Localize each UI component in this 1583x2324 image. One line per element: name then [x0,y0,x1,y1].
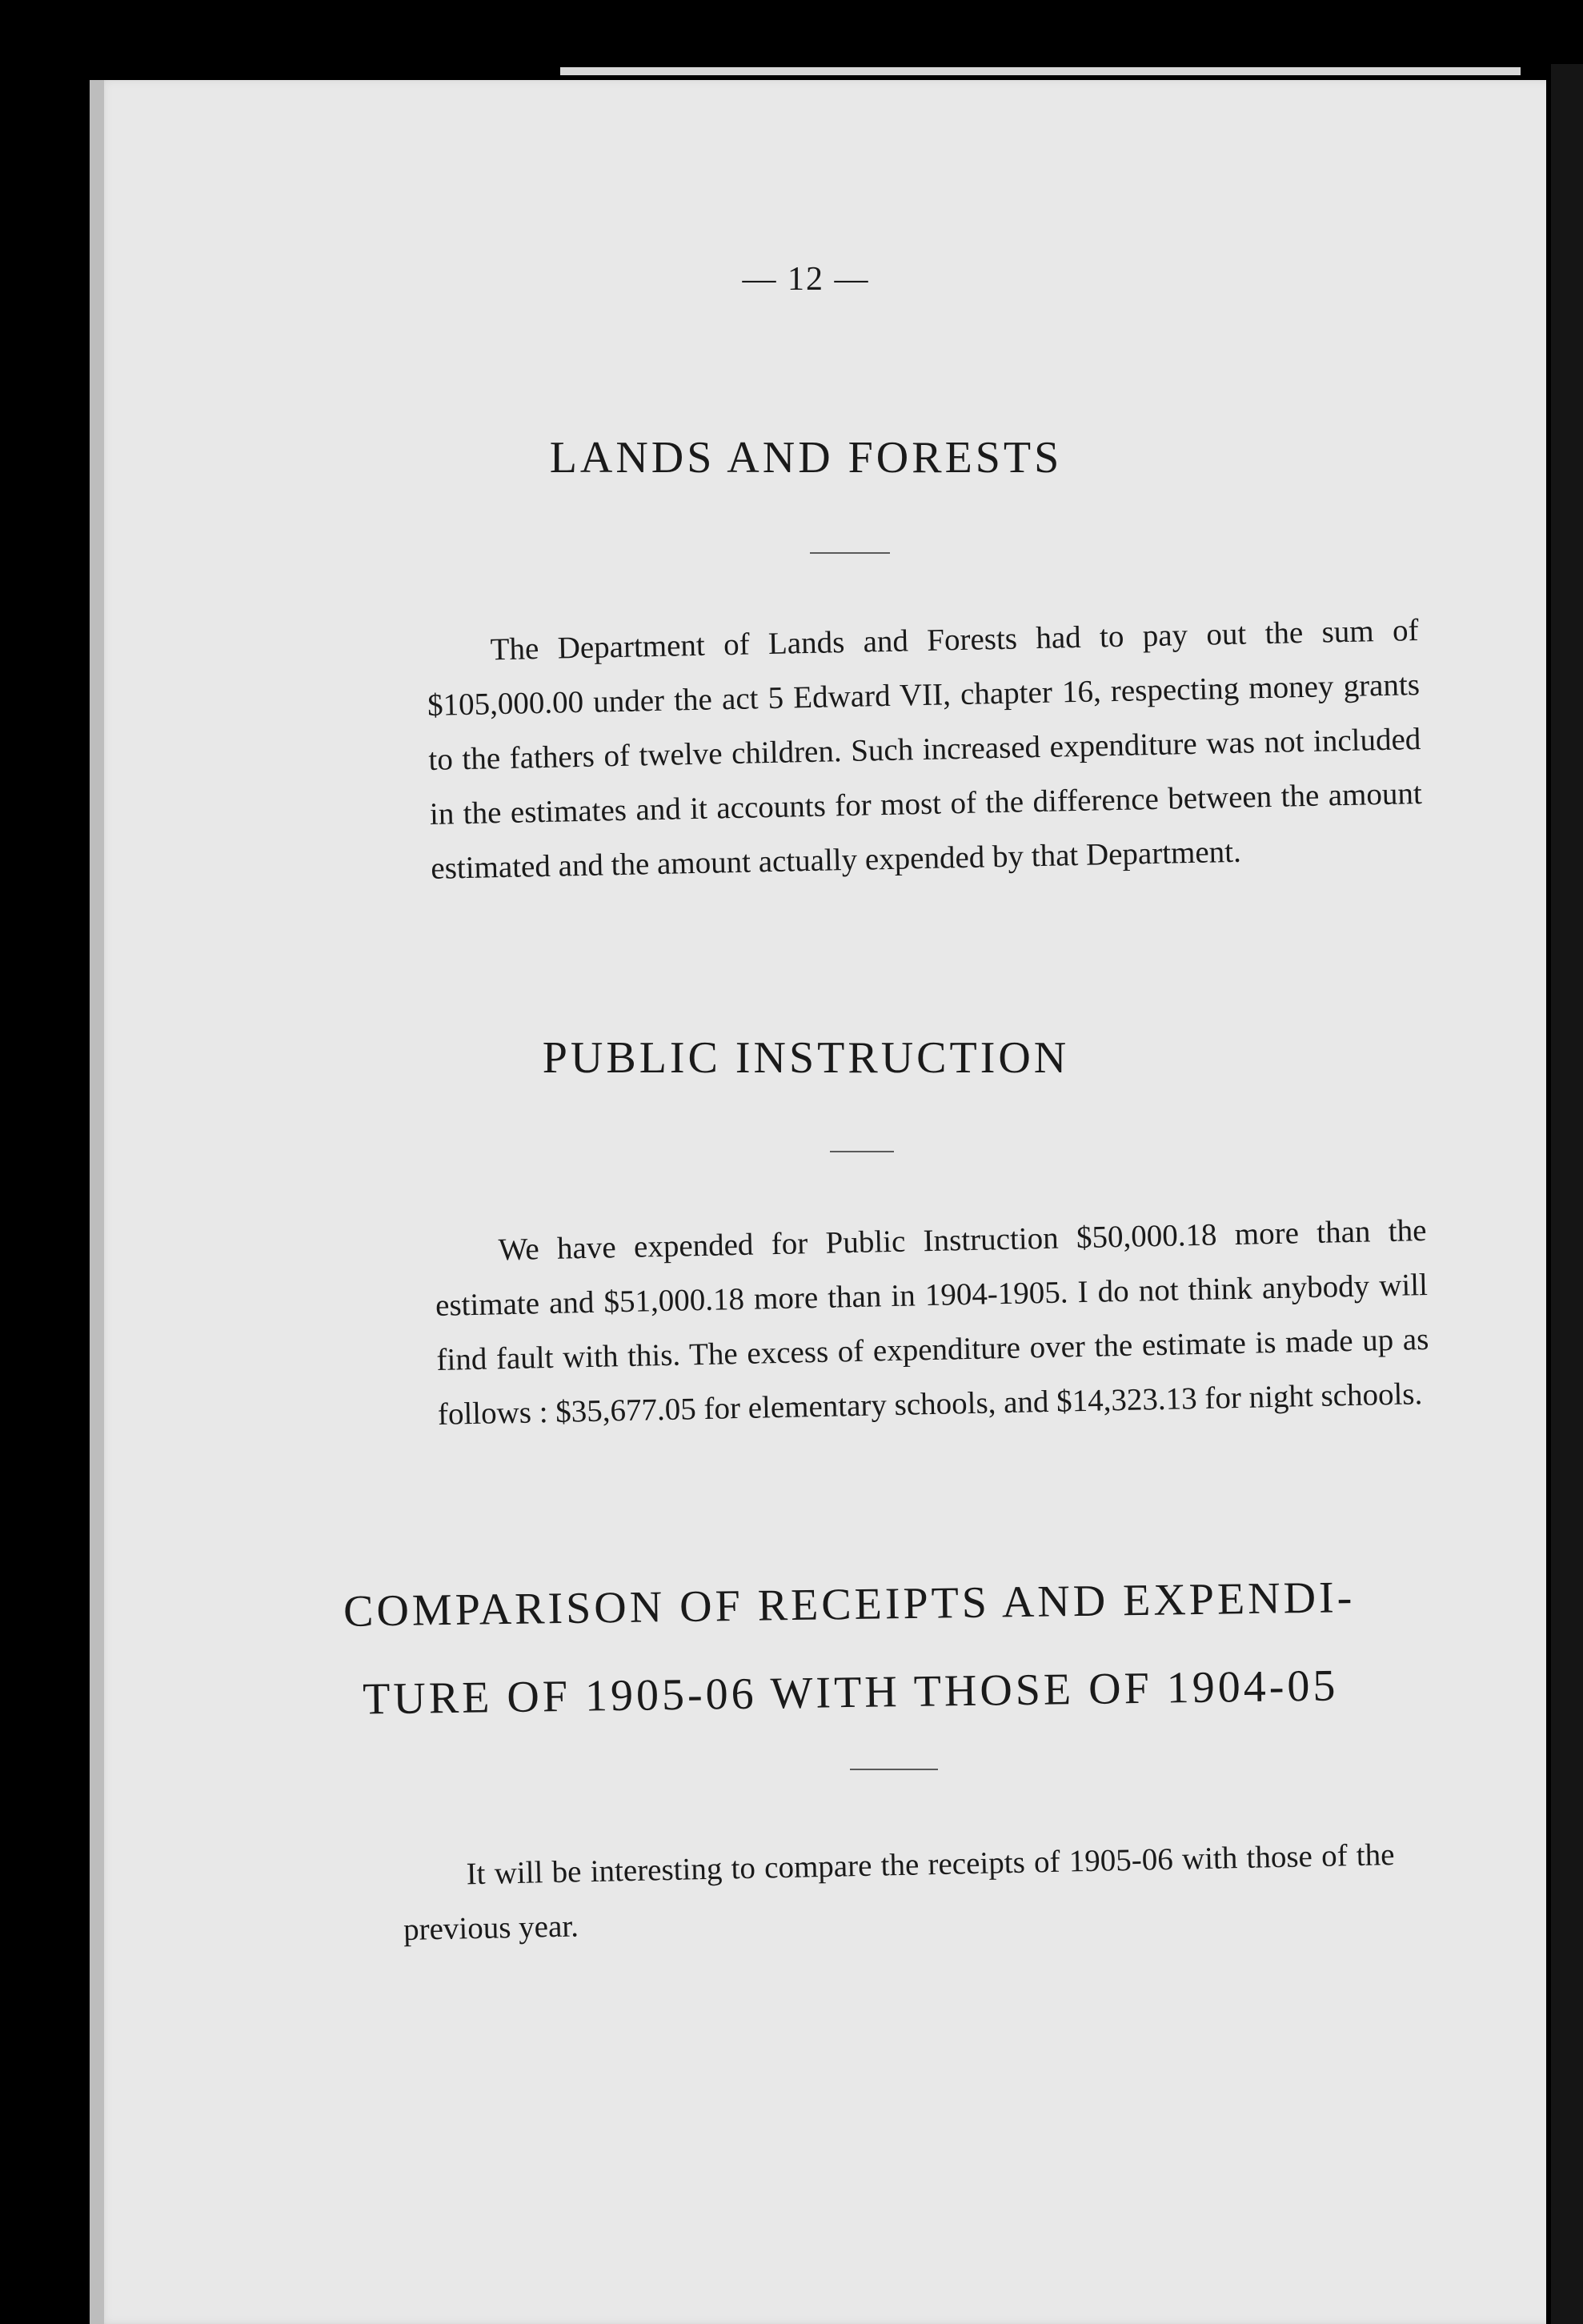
scan-edge [560,67,1521,75]
section-divider [850,1769,938,1770]
page-content [90,80,1546,2324]
heading-line: COMPARISON OF RECEIPTS AND EXPENDI- [343,1573,1356,1637]
section-heading-lands-forests: LANDS AND FORESTS [549,433,1063,483]
heading-line: TURE OF 1905-06 WITH THOSE OF 1904-05 [362,1661,1339,1725]
paragraph-lands-forests [426,603,1424,896]
paragraph-text: We have expended for Public Instruction $50,000.18 more than the estimate and $51,000.18 more than in 1904-1905. I do not think anybody will find fault with this. The excess of expenditure over the estimate is made up as follows : $35,677.05 for elementary schools, and $14,323.13 for night schools. [435,1213,1429,1432]
section-heading-comparison [89,1550,1583,1748]
section-divider [810,552,890,554]
paragraph-text: It will be interesting to compare the receipts of 1905-06 with those of the previous year. [403,1837,1395,1947]
paragraph-indent [403,1884,467,1885]
section-divider [830,1151,894,1152]
paragraph-indent [435,1260,499,1261]
paragraph-text: The Department of Lands and Forests had to pay out the sum of $105,000.00 under the act 5 Edward VII, chapter 16, respecting money grants to the fathers of twelve children. Such increased expenditure was not included in the estimates and it accounts for most of the difference between the amount estimated and the amount actually expended by that Department. [427,613,1423,886]
paragraph-public-instruction [434,1204,1430,1442]
section-heading-public-instruction: PUBLIC INSTRUCTION [542,1033,1070,1083]
document-page [90,80,1546,2324]
paragraph-comparison [402,1828,1397,1957]
scan-border [1551,64,1583,2324]
paragraph-indent [427,659,491,661]
page-number: — 12 — [742,261,870,298]
